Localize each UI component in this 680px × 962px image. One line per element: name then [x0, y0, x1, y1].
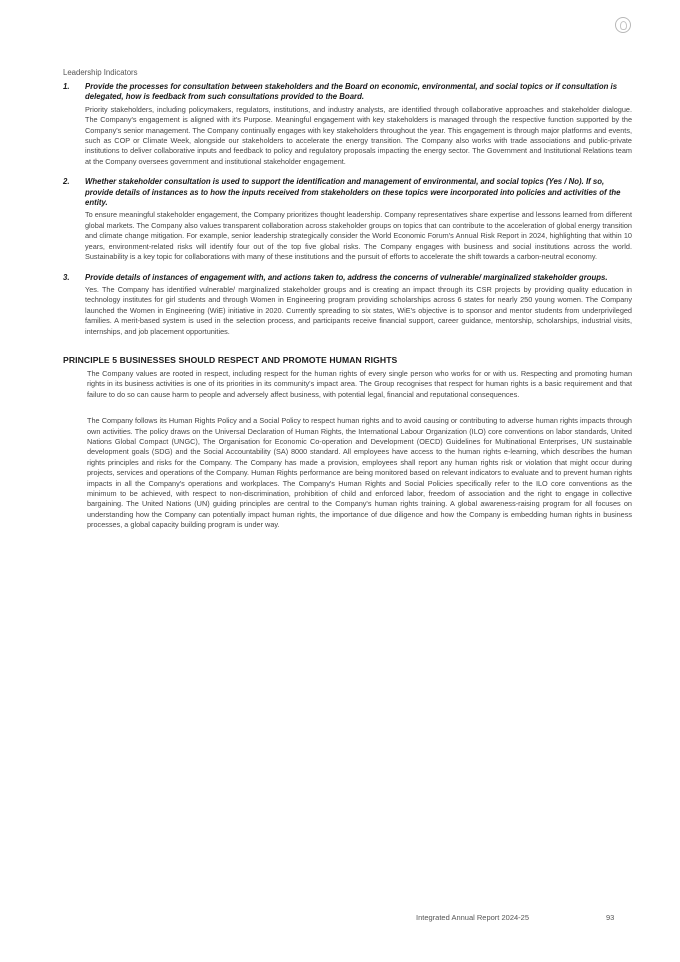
principle-heading: PRINCIPLE 5 BUSINESSES SHOULD RESPECT AND PROMOTE HUMAN RIGHTS	[63, 354, 398, 365]
indicator-item-3	[63, 273, 632, 337]
report-title: Integrated Annual Report 2024-25	[416, 913, 530, 922]
body-paragraph: The Company values are rooted in respect, including respect for the human rights of every single person who works for or with us. Respecting and promoting human rights in its business activities is one of its priorities in its community's impact area. The Group recognises that respect for human rights is a basic requirement and that failure to do so can cause harm to people and adversely affect business, with potential legal, financial and reputational consequences.	[87, 368, 632, 399]
section-label: Leadership Indicators	[63, 68, 138, 77]
item-answer: To ensure meaningful stakeholder engagement, the Company prioritizes thought leadership. Company representatives share expertise and lessons learned from different global markets. The Company also values transparent collaboration across stakeholder groups on topics that can contribute to the acceleration of global energy transition and climate change mitigation. For example, senior leadership strategically consider the World Economic Forum's Annual Risk Report in 2024, highlighting that within 10 years, environment-related risks will identify four out of the top five global risks. The Company engages with business and social institutions across the world. Sustainability is a key topic for collaborations with many of these institutions and the pursuit of efforts to accelerate the shift towards a carbon-neutral economy.	[85, 210, 632, 262]
item-question: Provide the processes for consultation between stakeholders and the Board on economic, environmental, and social topics or if consultation is delegated, how is feedback from such consultations provided to the Board.	[85, 82, 618, 102]
page-content	[63, 68, 632, 547]
item-body	[85, 177, 632, 262]
item-answer: Yes. The Company has identified vulnerable/ marginalized stakeholder groups and is creating an impact through its CSR projects by providing quality education in technology institutes for girl students and through Women in Engineering program providing scholarships across 6 states for nearly 250 young women. The Company launched the Women in Engineering (WiE) initiative in 2020. Currently spreading to six states, WiE's objective is to sponsor and mentor students from underprivileged families. A merit-based system is used in the selection process, and participants receive financial support, career guidance, mentorship, scholarships, industrial visits, internships, and job placement opportunities.	[85, 284, 632, 336]
indicator-item-2	[63, 177, 632, 262]
indicator-item-1	[63, 82, 632, 167]
company-logo-icon	[615, 17, 631, 33]
page-footer	[0, 913, 680, 927]
item-question: Provide details of instances of engagement with, and actions taken to, address the concerns of vulnerable/ marginalized stakeholder groups.	[85, 272, 608, 282]
item-answer: Priority stakeholders, including policymakers, regulators, institutions, and industry analysts, are identified through collaborative approaches and stakeholder dialogue. The Company's engagement is aligned with it's Purpose. Meaningful engagement with key stakeholders is managed through the respective function supported by the Company's senior management. The Company continually engages with key stakeholders throughout the year. This engagement is through major platforms and events, such as COP or Climate Week, alongside our stakeholders to accelerate the energy transition. The Company also works with trade associations and public-private institutions to deliver collaborative inputs and feedback to policy and regulatory proposals impacting the energy sector. The Government and Institutional Relations team at the Company oversees government and institutional stakeholder engagement.	[85, 104, 632, 166]
item-number: 1.	[63, 82, 70, 91]
item-question: Whether stakeholder consultation is used to support the identification and management of environmental, and social topics (Yes / No). If so, provide details of instances as to how the inputs received from stakeholders on these topics were incorporated into policies and activities of the entity.	[85, 177, 621, 208]
body-paragraph: The Company follows its Human Rights Policy and a Social Policy to respect human rights and to avoid causing or contributing to adverse human rights impacts through own activities. The policy draws on the Universal Declaration of Human Rights, the International Labour Organization (ILO) core conventions on labor standards, United Nations Global Compact (UNGC), The Organisation for Economic Co-operation and Development (OECD) Guidelines for Multinational Enterprises, UN sustainable development goals (SDG) and the Social Accountability (SA) 8000 standard. All employees have access to the human rights e-learning, which describes the human rights principles and risks for the Company. The Company has made a provision, employees shall report any human rights risk or violation that might occur during projects, services and operations of the Company. Human Rights performance are being monitored based on relevant indicators to evaluate and to prevent human rights impacts in all the Company's operations and workplaces. The Company's Human Rights and Social Policies specifically refer to the ILO core conventions as the minimum to be achieved, with respect to non-discrimination, prohibition of child and enforced labor, freedom of association and the right to engage in collective bargaining. The United Nations (UN) guiding principles are central to the Company's human rights training. A global awareness-raising program for all focuses on understanding how the Company can potentially impact human rights, the importance of due diligence and how the Company is embedding human rights in business processes, a global capacity building program is under way.	[87, 416, 632, 530]
item-body	[85, 273, 632, 337]
item-body	[85, 82, 632, 167]
item-number: 3.	[63, 272, 70, 282]
page-number: 93	[606, 913, 615, 922]
item-number: 2.	[63, 177, 70, 187]
